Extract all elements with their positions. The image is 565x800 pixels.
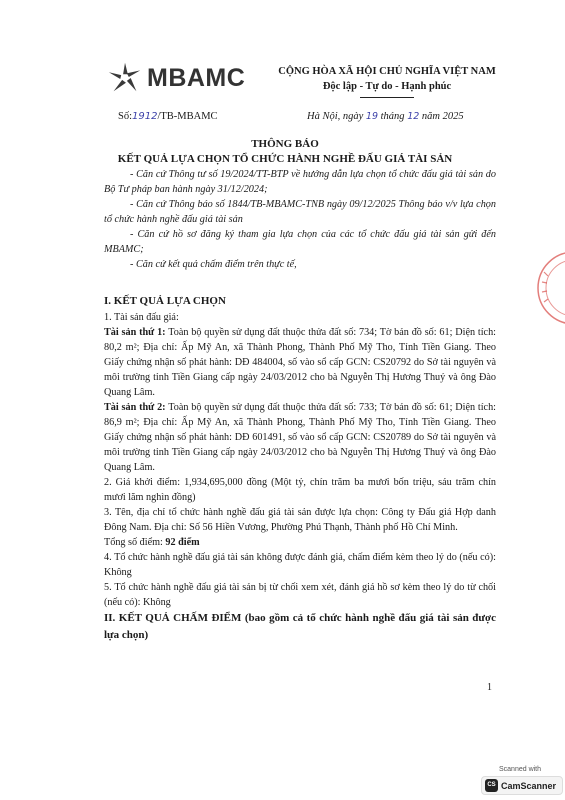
national-title: CỘNG HÒA XÃ HỘI CHỦ NGHĨA VIỆT NAM — [278, 66, 496, 77]
mbamc-logo — [106, 60, 248, 96]
asset-1-text: Toàn bộ quyền sử dụng đất thuộc thửa đất số: 734; Tờ bản đồ số: 61; Diện tích: 80,2 m²; Địa chỉ: Ấp Mỹ An, xã Thành Phong, Thành Phố Mỹ Tho, Tỉnh Tiền Giang. Theo Giấy chứng nhận số phát hành: DĐ 484004, số vào sổ cấp GCN: CS20792 do Sở tài nguyên và môi trường tỉnh Tiền Giang cấp ngày 24/03/2012 cho bà Nguyễn Thị Hương Thuý và ông Đào Quang Lâm. — [104, 327, 496, 398]
document-date: Hà Nội, ngày 19 tháng 12 năm 2025 — [307, 111, 464, 122]
scanned-with-label: Scanned with — [498, 766, 542, 773]
page-number: 1 — [487, 682, 492, 693]
item-5: 5. Tổ chức hành nghề đấu giá tài sản bị từ chối xem xét, đánh giá hồ sơ kèm theo lý do từ chối (nếu có): Không — [104, 582, 496, 608]
logo-text: MBAMC — [147, 63, 246, 92]
camscanner-badge — [481, 776, 563, 795]
document-number: Số:1912/TB-MBAMC — [118, 111, 218, 122]
total-score-value: 92 điểm — [165, 537, 200, 548]
asset-2 — [104, 400, 496, 475]
camscanner-icon: CS — [485, 779, 498, 792]
national-motto: Độc lập - Tự do - Hạnh phúc — [322, 81, 452, 92]
mbamc-star-icon — [106, 60, 144, 96]
item-3: 3. Tên, địa chỉ tổ chức hành nghề đấu giá tài sản được lựa chọn: Công ty Đấu giá Hợp danh Đông Nam. Địa chỉ: Số 56 Hiền Vương, Phường Phú Thạnh, Thành phố Hồ Chí Minh. — [104, 507, 496, 533]
section-2-heading: II. KẾT QUẢ CHẤM ĐIỂM (bao gồm cả tổ chức hành nghề đấu giá tài sản được lựa chọn) — [104, 612, 496, 641]
red-seal-stamp — [532, 248, 565, 328]
camscanner-watermark — [477, 766, 563, 794]
asset-2-label: Tài sản thứ 2: — [104, 402, 166, 413]
motto-underline — [360, 97, 414, 98]
item-2: 2. Giá khởi điểm: 1,934,695,000 đồng (Một tỷ, chín trăm ba mươi bốn triệu, sáu trăm chín mươi lăm nghìn đồng) — [104, 477, 496, 503]
section-1-heading: I. KẾT QUẢ LỰA CHỌN — [104, 295, 226, 307]
asset-1 — [104, 325, 496, 400]
notice-title: THÔNG BÁO — [251, 138, 319, 150]
handwritten-day: 19 — [365, 111, 379, 122]
handwritten-month: 12 — [407, 111, 420, 122]
basis-item: - Căn cứ Thông báo số 1844/TB-MBAMC-TNB ngày 09/12/2025 Thông báo v/v lựa chọn tổ chức hành nghề đấu giá tài sản — [104, 199, 496, 225]
asset-1-label: Tài sản thứ 1: — [104, 327, 166, 338]
asset-2-text: Toàn bộ quyền sử dụng đất thuộc thửa đất số: 733; Tờ bản đồ số: 61; Diện tích: 86,9 m²; Địa chỉ: Ấp Mỹ An, xã Thành Phong, Thành Phố Mỹ Tho, Tỉnh Tiền Giang. Theo Giấy chứng nhận số phát hành: DĐ 601491, số vào sổ cấp GCN: CS20789 do Sở tài nguyên và môi trường tỉnh Tiền Giang cấp ngày 24/03/2012 cho bà Nguyễn Thị Hương Thuý và ông Đào Quang Lâm. — [104, 402, 496, 473]
notice-subtitle: KẾT QUẢ LỰA CHỌN TỔ CHỨC HÀNH NGHỀ ĐẤU GIÁ TÀI SẢN — [117, 153, 453, 165]
main-content — [104, 293, 496, 644]
camscanner-name: CamScanner — [501, 780, 557, 791]
item-1: 1. Tài sản đấu giá: — [104, 312, 179, 323]
basis-item: - Căn cứ kết quả chấm điểm trên thực tế, — [130, 259, 297, 270]
total-score: Tổng số điểm: 92 điểm — [104, 537, 200, 548]
basis-item: - Căn cứ hồ sơ đăng ký tham gia lựa chọn của các tổ chức đấu giá tài sản gửi đến MBAMC; — [104, 229, 496, 255]
legal-basis — [104, 167, 496, 272]
item-4: 4. Tổ chức hành nghề đấu giá tài sản không được đánh giá, chấm điểm kèm theo lý do (nếu có): Không — [104, 552, 496, 578]
handwritten-number: 1912 — [132, 111, 158, 122]
basis-item: - Căn cứ Thông tư số 19/2024/TT-BTP về hướng dẫn lựa chọn tổ chức đấu giá tài sản do Bộ Tư pháp ban hành ngày 31/12/2024; — [104, 169, 496, 195]
